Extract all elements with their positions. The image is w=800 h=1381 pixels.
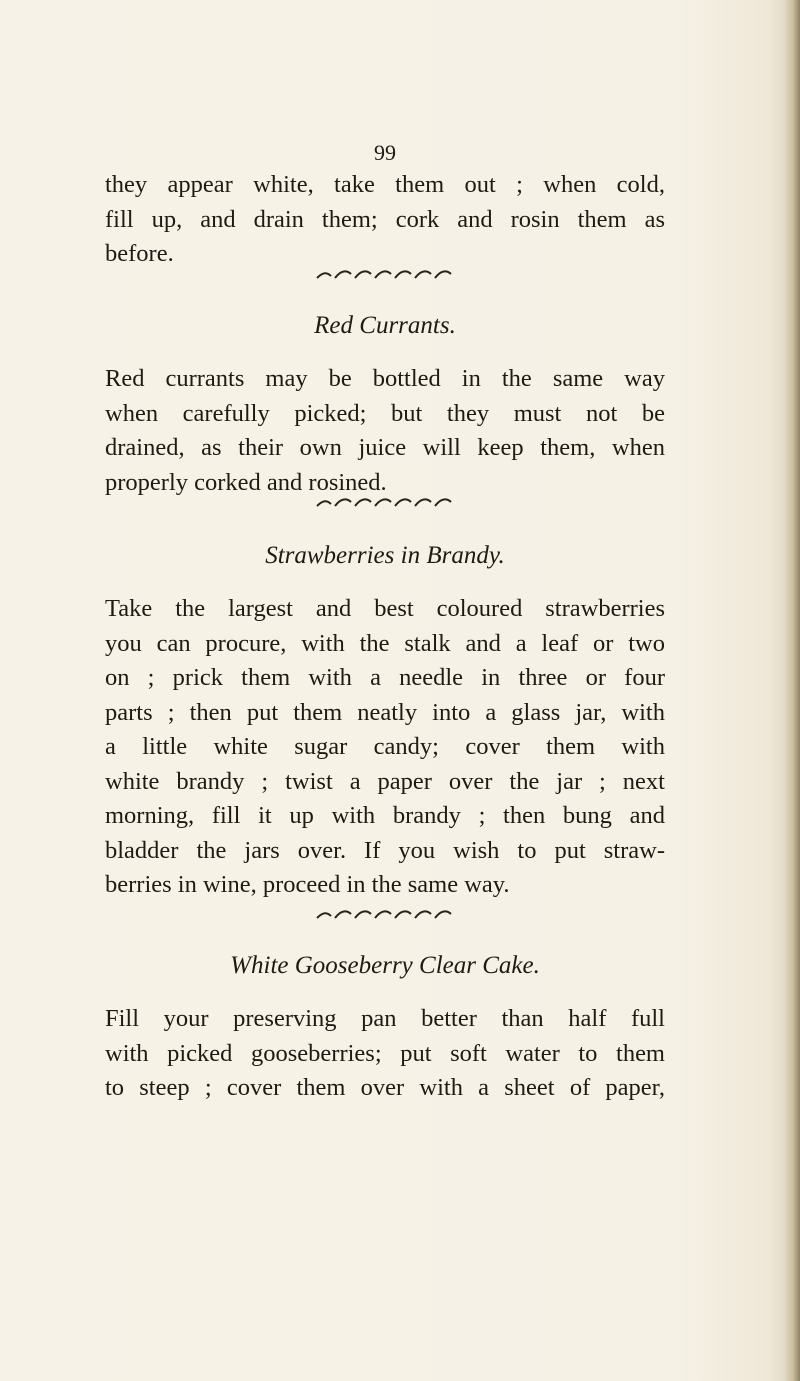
ornament-divider xyxy=(0,496,770,510)
text-line: fill up, and drain them; cork and rosin them as xyxy=(105,205,665,233)
text-line: when carefully picked; but they must not be xyxy=(105,399,665,427)
text-line: with picked gooseberries; put soft water to them xyxy=(105,1039,665,1067)
text-line: to steep ; cover them over with a sheet of paper, xyxy=(105,1074,665,1101)
text-line: Red currants may be bottled in the same way xyxy=(105,365,665,392)
text-line: berries in wine, proceed in the same way. xyxy=(105,871,510,898)
text-line: before. xyxy=(105,240,174,267)
text-line: on ; prick them with a needle in three or four xyxy=(105,664,665,691)
text-line: white brandy ; twist a paper over the jar ; next xyxy=(105,767,665,795)
page-edge xyxy=(784,0,800,1381)
text-line: a little white sugar candy; cover them with xyxy=(105,733,665,760)
section-heading: Strawberries in Brandy. xyxy=(265,542,505,569)
ornament-divider xyxy=(0,908,770,922)
paragraph-gooseberry xyxy=(105,1002,665,1106)
paragraph-continuation xyxy=(105,168,665,272)
paragraph-strawberries xyxy=(105,592,665,903)
section-heading: Red Currants. xyxy=(314,312,456,339)
ornament-divider xyxy=(0,268,770,282)
page-number: 99 xyxy=(374,140,396,165)
text-line: drained, as their own juice will keep them, when xyxy=(105,434,665,461)
text-line: you can procure, with the stalk and a leaf or two xyxy=(105,629,665,657)
text-line: Take the largest and best coloured strawberries xyxy=(105,595,665,622)
section-heading: White Gooseberry Clear Cake. xyxy=(230,952,540,979)
text-line: Fill your preserving pan better than half full xyxy=(105,1005,665,1032)
text-line: parts ; then put them neatly into a glass jar, with xyxy=(105,698,665,726)
text-line: they appear white, take them out ; when cold, xyxy=(105,171,665,198)
text-line: properly corked and rosined. xyxy=(105,468,387,496)
text-line: bladder the jars over. If you wish to put straw- xyxy=(105,836,665,864)
paragraph-red-currants xyxy=(105,362,665,500)
text-line: morning, fill it up with brandy ; then bung and xyxy=(105,802,665,829)
